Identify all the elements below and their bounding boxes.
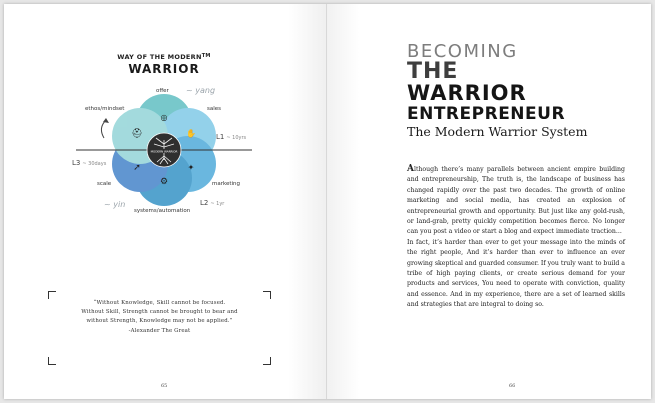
scale-arrows-icon: ➚ bbox=[133, 163, 141, 173]
corner-bottom-right bbox=[263, 357, 271, 365]
level-l1 bbox=[216, 133, 246, 141]
title-line-the: THE bbox=[407, 59, 459, 84]
center-label: MODERN WARRIOR bbox=[150, 149, 178, 154]
left-page bbox=[4, 4, 327, 399]
chapter-title bbox=[407, 42, 637, 140]
drop-cap: A bbox=[407, 164, 414, 174]
quote-line-2: Without Skill, Strength cannot be brought to bear and bbox=[81, 309, 238, 316]
megaphone-icon: ✦ bbox=[187, 163, 195, 172]
corner-top-left bbox=[48, 291, 56, 299]
level-l2-note: ~ 1yr bbox=[210, 201, 225, 207]
right-page bbox=[327, 4, 651, 399]
quote-line-3: without Strength, Knowledge may not be applied.” bbox=[86, 318, 233, 325]
body-paragraph-2: In fact, it’s harder than ever to get your message into the minds of the right people, And it’s harder than ever to influence an ever growing skeptical and guarded consumer. If you truly want to build a tribe of high paying clients, or create serious demand for your products and services, You need to operate with conviction, quality and essence. And in my experience, there are a set of learned skills and strategies that are integral to doing so. bbox=[407, 238, 625, 309]
diagram-title-small-text: WAY OF THE MODERN bbox=[117, 53, 202, 61]
level-l1-note: ~ 10yrs bbox=[226, 135, 247, 141]
quote-author: -Alexander The Great bbox=[128, 327, 191, 334]
helmet-icon: ⛑ bbox=[131, 129, 143, 139]
level-l3 bbox=[72, 159, 106, 167]
level-l2-label: L2 bbox=[200, 199, 209, 207]
body-paragraph-1-text: lthough there’s many parallels between ancient empire building and entrepreneurship, The truth is, the landscape of business has changed rapidly over the past two decades. The growth of online marketing and social media, has created an explosion of entrepreneurial growth and opportunity. But just like any gold-rush, or land-grab, pretty quickly competition becomes fierce. No longer can you post a video or start a blog and expect immediate traction... bbox=[407, 166, 625, 236]
target-icon: ◎ bbox=[160, 113, 168, 122]
body-paragraph-1 bbox=[407, 164, 625, 238]
level-l3-note: ~ 30days bbox=[82, 161, 107, 167]
corner-bottom-left bbox=[48, 357, 56, 365]
chapter-subtitle: The Modern Warrior System bbox=[407, 124, 588, 139]
label-systems: systems/automation bbox=[134, 208, 191, 214]
page-number-right: 66 bbox=[509, 383, 516, 389]
level-l1-label: L1 bbox=[216, 133, 225, 141]
label-ethos: ethos/mindset bbox=[85, 106, 125, 112]
quote-line-1: “Without Knowledge, Skill cannot be focused. bbox=[93, 300, 226, 306]
diagram-title-big: WARRIOR bbox=[128, 62, 200, 76]
level-l2 bbox=[200, 199, 224, 207]
quote-box bbox=[48, 291, 271, 365]
label-offer: offer bbox=[156, 88, 169, 94]
level-l3-label: L3 bbox=[72, 159, 81, 167]
title-line-warrior: WARRIOR bbox=[407, 81, 527, 105]
label-yang: ~ yang bbox=[186, 86, 216, 95]
label-sales: sales bbox=[207, 106, 222, 112]
title-line-entrepreneur: ENTREPRENEUR bbox=[407, 104, 566, 124]
body-text bbox=[407, 164, 625, 311]
diagram-title-small bbox=[114, 53, 214, 61]
handshake-icon: ✋ bbox=[186, 129, 196, 138]
gears-icon: ⚙ bbox=[159, 177, 169, 187]
warrior-flower-diagram bbox=[64, 80, 264, 220]
corner-top-right bbox=[263, 291, 271, 299]
page-number-left: 65 bbox=[161, 383, 168, 389]
label-yin: ~ yin bbox=[104, 200, 126, 209]
trademark-mark: TM bbox=[201, 53, 211, 59]
quote-text bbox=[60, 299, 259, 336]
arrow-left-up-icon bbox=[101, 120, 106, 138]
book-spread bbox=[4, 4, 651, 399]
label-marketing: marketing bbox=[212, 181, 241, 187]
label-scale: scale bbox=[97, 181, 112, 187]
title-line-becoming: BECOMING bbox=[407, 41, 518, 62]
